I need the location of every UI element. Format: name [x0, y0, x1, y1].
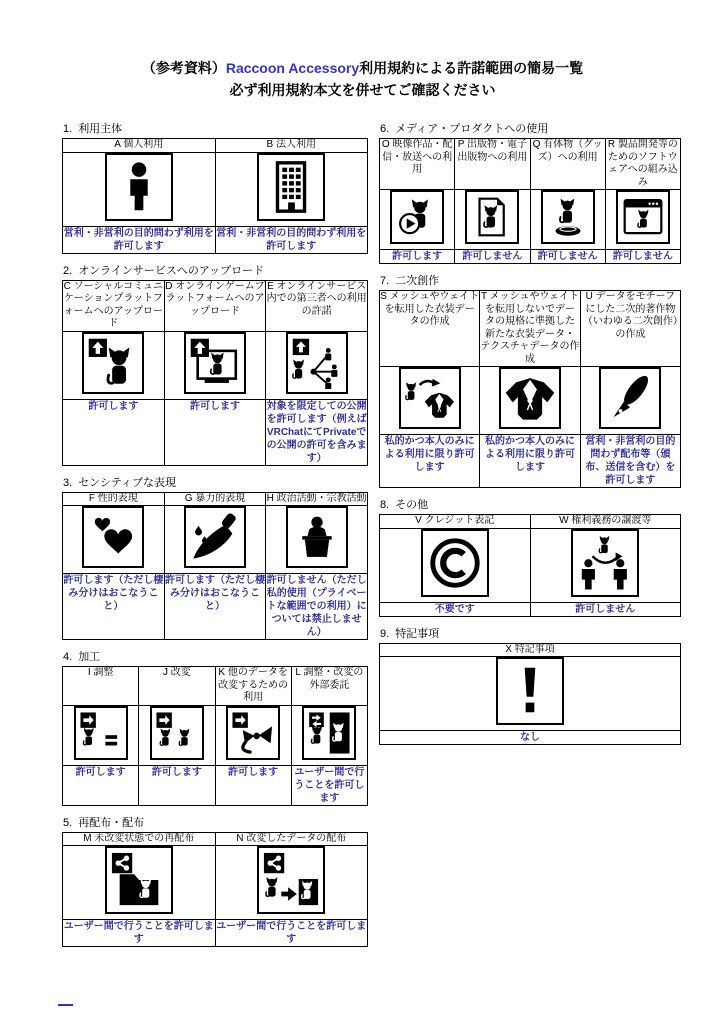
column-header-X: X 特記事項	[380, 643, 681, 657]
section-media-product-use	[379, 120, 681, 264]
column-header-A: A 個人利用	[63, 139, 216, 153]
column-header-G: G 暴力的表現	[164, 492, 266, 506]
column-header-V: V クレジット表記	[380, 515, 531, 529]
column-header-P: P 出版物・電子出版物への利用	[455, 139, 530, 190]
permission-result-H: 許可しません（ただし私的使用（プライベートな範囲での利用）については禁止しません）	[266, 575, 367, 638]
column-header-U: U データをモチーフにした二次的著作物（いわゆる二次創作）の作成	[580, 291, 680, 367]
icon-cell	[139, 705, 215, 765]
icon-cell	[480, 367, 580, 435]
column-header-O: O 映像作品・配信・放送への利用	[380, 139, 455, 190]
section-title: その他	[395, 499, 429, 511]
icon-cell	[215, 152, 368, 226]
pen-icon	[599, 367, 661, 429]
permission-result-M: ユーザー間で行うことを許可します	[63, 921, 214, 945]
icon-cell	[380, 657, 681, 731]
permission-result-Q: 許可しません	[530, 250, 605, 264]
column-header-L: L 調整・改変の外部委託	[291, 667, 367, 706]
section-others	[379, 496, 681, 617]
left-column	[62, 120, 368, 955]
icon-cell	[605, 190, 680, 250]
permission-result-J: 許可します	[139, 765, 215, 805]
column-header-F: F 性的表現	[63, 492, 165, 506]
column-header-W: W 権利義務の譲渡等	[530, 515, 681, 529]
upload-social-icon	[82, 332, 144, 394]
title-suffix: 利用規約による許諾範囲の簡易一覧	[359, 60, 584, 76]
page-title	[0, 57, 725, 79]
icon-cell	[530, 190, 605, 250]
publication-icon	[465, 190, 519, 244]
section-heading	[63, 814, 368, 830]
permission-result-W: 許可しません	[530, 602, 681, 616]
redistribute-icon	[105, 846, 173, 914]
goods-figure-icon	[541, 190, 595, 244]
section-heading	[380, 272, 681, 288]
column-header-S: S メッシュやウェイトを転用した衣装データの作成	[380, 291, 480, 367]
upload-game-icon	[184, 332, 246, 394]
icon-cell	[63, 152, 216, 226]
section-derivative-works	[379, 272, 681, 488]
icon-cell	[380, 528, 531, 602]
permission-result-T: 私的かつ本人のみによる利用に限り許可します	[480, 435, 580, 488]
footer-mark	[58, 1004, 73, 1006]
column-header-M: M 未改変状態での再配布	[63, 832, 216, 846]
section-usage-entity	[62, 120, 368, 254]
permission-result-X: なし	[380, 731, 681, 745]
permission-result-B: 営利・非営利の目的問わず利用を許可します	[216, 227, 367, 252]
hearts-icon	[82, 506, 144, 568]
permission-table	[62, 280, 368, 466]
permission-result-A: 営利・非営利の目的問わず利用を許可します	[63, 227, 214, 252]
distribute-modified-icon	[257, 846, 325, 914]
icon-cell	[63, 506, 165, 574]
icon-cell	[266, 506, 368, 574]
share-license-icon	[286, 332, 348, 394]
icon-cell	[266, 331, 368, 399]
permission-result-L: ユーザー間で行うことを許可します	[291, 765, 367, 805]
icon-cell	[164, 506, 266, 574]
section-title: 利用主体	[78, 123, 123, 135]
building-icon	[257, 153, 325, 221]
section-number: 8.	[380, 499, 390, 511]
column-header-T: T メッシュやウェイトを転用しないでデータの規格に準拠した新たな衣装データ・テクスチャデータの作成	[480, 291, 580, 365]
permission-result-V: 不要です	[380, 602, 531, 616]
permission-table	[62, 832, 368, 948]
permission-table	[62, 138, 368, 254]
column-header-I: I 調整	[63, 667, 139, 706]
column-header-K: K 他のデータを改変するための利用	[215, 667, 291, 706]
adjust-icon	[74, 706, 128, 760]
section-number: 9.	[380, 627, 390, 640]
column-header-D: D オンラインゲームプラットフォームへのアップロード	[164, 280, 266, 331]
section-title: オンラインサービスへのアップロード	[78, 264, 265, 277]
column-header-Q: Q 有体物（グッズ）への利用	[530, 139, 605, 190]
permission-result-N: ユーザー間で行うことを許可します	[216, 921, 367, 945]
permission-result-S: 私的かつ本人のみによる利用に限り許可します	[380, 435, 480, 488]
section-heading	[63, 648, 368, 664]
section-title: 加工	[78, 651, 101, 663]
section-number: 1.	[63, 123, 73, 135]
icon-cell	[580, 367, 680, 435]
permission-result-R: 許可しません	[605, 250, 680, 264]
permission-table	[62, 492, 368, 641]
icon-cell	[215, 705, 291, 765]
brand-name: Raccoon Accessory	[225, 60, 360, 76]
icon-cell	[215, 846, 368, 920]
icon-cell	[530, 528, 681, 602]
icon-cell	[291, 705, 367, 765]
permission-result-C: 許可します	[63, 399, 165, 465]
column-header-E: E オンラインサービス内での第三者への利用の許諾	[266, 280, 368, 331]
section-title: 二次創作	[395, 275, 440, 287]
icon-cell	[455, 190, 530, 250]
column-header-N: N 改変したデータの配布	[215, 832, 368, 846]
costume-reuse-icon	[399, 367, 461, 429]
section-number: 3.	[63, 476, 73, 489]
copyright-icon	[421, 529, 489, 597]
section-heading	[63, 474, 368, 490]
section-heading	[63, 262, 368, 278]
icon-cell	[63, 846, 216, 920]
section-processing	[62, 648, 368, 806]
outsource-icon	[302, 706, 356, 760]
software-window-icon	[616, 190, 670, 244]
permission-result-F: 許可します（ただし棲み分けはおこなうこと）	[63, 574, 165, 640]
icon-cell	[63, 331, 165, 399]
podium-icon	[286, 506, 348, 568]
section-title: センシティブな表現	[78, 476, 177, 489]
permission-table	[379, 290, 681, 488]
section-heading	[380, 120, 681, 136]
title-prefix: （参考資料）	[141, 60, 226, 76]
section-sensitive-expression	[62, 474, 368, 641]
column-header-H: H 政治活動・宗教活動	[266, 492, 367, 504]
knife-icon	[184, 506, 246, 568]
section-heading	[380, 496, 681, 512]
permission-result-P: 許可しません	[455, 250, 530, 264]
section-heading	[380, 625, 681, 641]
section-number: 4.	[63, 651, 73, 663]
section-title: 再配布・配布	[78, 816, 145, 829]
section-special-notes	[379, 625, 681, 746]
icon-cell	[380, 190, 455, 250]
exclamation-icon	[496, 657, 564, 725]
modify-icon	[150, 706, 204, 760]
page-title-block	[0, 57, 725, 102]
permission-table	[379, 138, 681, 264]
permission-table	[379, 514, 681, 617]
permission-result-O: 許可します	[380, 250, 455, 264]
column-header-C: C ソーシャルコミュニケーションプラットフォームへのアップロード	[63, 280, 164, 329]
section-number: 5.	[63, 816, 73, 829]
costume-new-icon	[499, 367, 561, 429]
column-header-B: B 法人利用	[215, 139, 368, 153]
column-header-R: R 製品開発等のためのソフトウェアへの組み込み	[605, 139, 680, 190]
icon-cell	[63, 705, 139, 765]
section-heading	[63, 120, 368, 136]
permission-result-U: 営利・非営利の目的問わず配布等（頒布、送信を含む）を許可します	[580, 435, 680, 488]
permission-table	[379, 643, 681, 746]
person-icon	[105, 153, 173, 221]
section-redistribution	[62, 814, 368, 948]
section-number: 2.	[63, 264, 73, 277]
modify-other-data-icon	[226, 706, 280, 760]
permission-result-D: 許可します	[164, 399, 266, 465]
permission-result-K: 許可します	[215, 765, 291, 805]
section-title: メディア・プロダクトへの使用	[395, 123, 549, 135]
rights-transfer-icon	[571, 529, 639, 597]
permission-table	[62, 666, 368, 806]
right-column	[379, 120, 681, 753]
icon-cell	[380, 367, 480, 435]
section-number: 7.	[380, 275, 390, 287]
permission-result-I: 許可します	[63, 765, 139, 805]
permission-result-G: 許可します（ただし棲み分けはおこなうこと）	[164, 574, 266, 640]
section-online-service-upload	[62, 262, 368, 466]
icon-cell	[164, 331, 266, 399]
video-play-icon	[390, 190, 444, 244]
permission-result-E: 対象を限定しての公開を許可します（例えばVRChatにてPrivateでの公開の許可を含みます）	[266, 400, 367, 464]
page-subtitle: 必ず利用規約本文を併せてご確認ください	[229, 82, 496, 99]
column-header-J: J 改変	[139, 667, 215, 706]
section-number: 6.	[380, 123, 390, 135]
section-title: 特記事項	[395, 627, 440, 640]
